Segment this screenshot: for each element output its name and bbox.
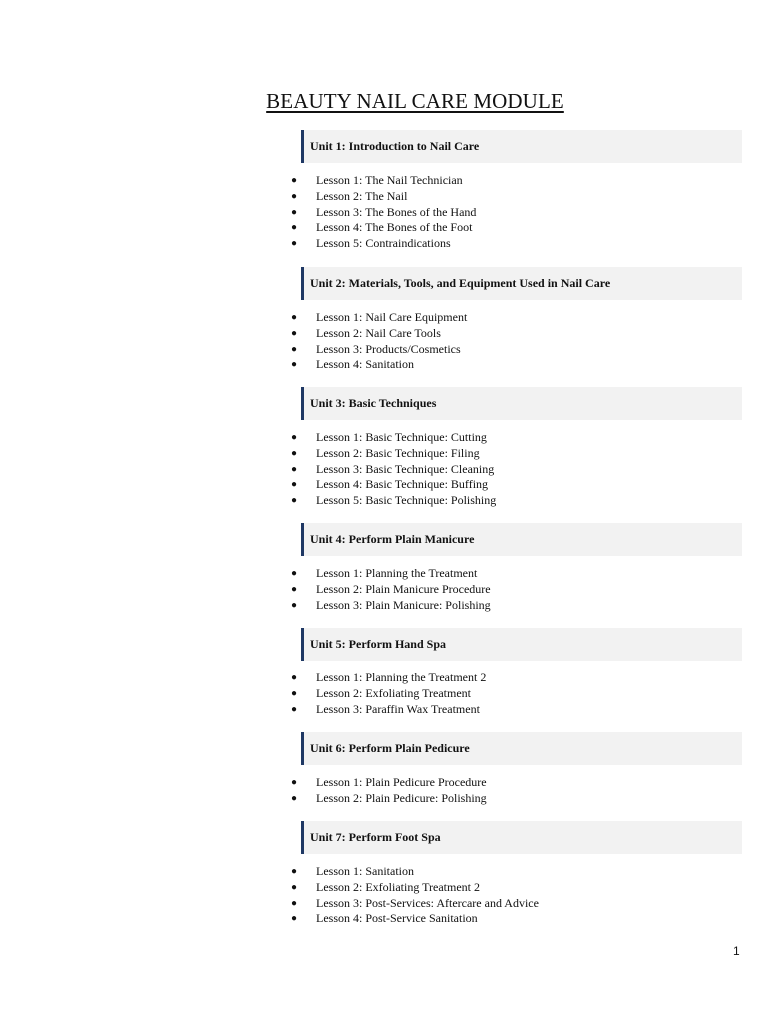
lesson-label: Lesson 2: The Nail: [316, 188, 408, 203]
list-item: [291, 357, 467, 373]
lesson-label: Lesson 1: Nail Care Equipment: [316, 310, 468, 324]
list-item: [291, 598, 491, 614]
bullet-icon: ●: [291, 222, 298, 234]
list-item: [291, 446, 496, 462]
list-item: [291, 220, 476, 236]
unit-title: Unit 4: Perform Plain Manicure: [310, 532, 475, 546]
list-item: [291, 430, 496, 446]
lesson-list-7: [291, 864, 539, 927]
bullet-icon: ●: [291, 897, 298, 909]
lesson-label: Lesson 1: Planning the Treatment 2: [316, 670, 487, 684]
list-item: [291, 670, 486, 686]
document-title: BEAUTY NAIL CARE MODULE: [266, 89, 564, 113]
list-item: [291, 775, 487, 791]
lesson-label: Lesson 4: The Bones of the Foot: [316, 220, 473, 235]
list-item: [291, 189, 476, 205]
list-item: [291, 342, 467, 358]
bullet-icon: ●: [291, 359, 298, 371]
list-item: [291, 911, 539, 927]
bullet-icon: ●: [291, 866, 298, 877]
bullet-icon: ●: [291, 881, 298, 893]
lesson-label: Lesson 3: Plain Manicure: Polishing: [316, 597, 491, 612]
unit-header-5: [301, 628, 742, 661]
bullet-icon: ●: [291, 792, 298, 804]
list-item: [291, 477, 496, 493]
lesson-list-1: [291, 173, 476, 252]
bullet-icon: ●: [291, 343, 298, 355]
bullet-icon: ●: [291, 495, 298, 506]
lesson-label: Lesson 4: Sanitation: [316, 357, 414, 372]
bullet-icon: ●: [291, 583, 298, 595]
unit-title: Unit 2: Materials, Tools, and Equipment Used in Nail Care: [310, 276, 611, 290]
bullet-icon: ●: [291, 479, 298, 491]
unit-header-4: [301, 523, 742, 556]
unit-title: Unit 6: Perform Plain Pedicure: [310, 741, 470, 755]
lesson-label: Lesson 3: Post-Services: Aftercare and Advice: [316, 895, 539, 910]
unit-header-2: [301, 267, 742, 300]
lesson-label: Lesson 1: The Nail Technician: [316, 173, 463, 187]
bullet-icon: ●: [291, 568, 298, 579]
unit-title: Unit 3: Basic Techniques: [310, 396, 437, 410]
bullet-icon: ●: [291, 447, 298, 459]
list-item: [291, 896, 539, 912]
bullet-icon: ●: [291, 327, 298, 339]
lesson-label: Lesson 1: Basic Technique: Cutting: [316, 430, 487, 444]
bullet-icon: ●: [291, 312, 298, 323]
lesson-label: Lesson 3: Products/Cosmetics: [316, 341, 461, 356]
lesson-label: Lesson 3: Basic Technique: Cleaning: [316, 461, 495, 476]
list-item: [291, 493, 496, 509]
lesson-label: Lesson 3: The Bones of the Hand: [316, 204, 477, 219]
lesson-label: Lesson 2: Nail Care Tools: [316, 325, 441, 340]
lesson-list-3: [291, 430, 496, 509]
unit-header-6: [301, 732, 742, 765]
lesson-label: Lesson 2: Exfoliating Treatment: [316, 685, 471, 700]
bullet-icon: ●: [291, 687, 298, 699]
lesson-list-6: [291, 775, 487, 807]
lesson-label: Lesson 2: Basic Technique: Filing: [316, 445, 480, 460]
lesson-label: Lesson 2: Exfoliating Treatment 2: [316, 879, 480, 894]
lesson-label: Lesson 2: Plain Pedicure: Polishing: [316, 790, 487, 805]
list-item: [291, 236, 476, 252]
lesson-label: Lesson 3: Paraffin Wax Treatment: [316, 701, 480, 716]
bullet-icon: ●: [291, 777, 298, 788]
unit-title: Unit 5: Perform Hand Spa: [310, 637, 446, 651]
bullet-icon: ●: [291, 599, 298, 611]
bullet-icon: ●: [291, 703, 298, 715]
lesson-label: Lesson 1: Planning the Treatment: [316, 566, 478, 580]
lesson-list-4: [291, 566, 491, 613]
bullet-icon: ●: [291, 175, 298, 186]
lesson-label: Lesson 1: Plain Pedicure Procedure: [316, 775, 487, 789]
lesson-label: Lesson 5: Contraindications: [316, 236, 451, 250]
bullet-icon: ●: [291, 432, 298, 443]
list-item: [291, 582, 491, 598]
bullet-icon: ●: [291, 238, 298, 249]
lesson-label: Lesson 2: Plain Manicure Procedure: [316, 581, 491, 596]
page-number: 1: [733, 944, 740, 958]
lesson-label: Lesson 4: Post-Service Sanitation: [316, 911, 478, 926]
list-item: [291, 326, 467, 342]
bullet-icon: ●: [291, 206, 298, 218]
unit-header-7: [301, 821, 742, 854]
list-item: [291, 462, 496, 478]
list-item: [291, 173, 476, 189]
unit-header-1: [301, 130, 742, 163]
lesson-label: Lesson 4: Basic Technique: Buffing: [316, 477, 489, 492]
bullet-icon: ●: [291, 463, 298, 475]
list-item: [291, 791, 487, 807]
list-item: [291, 702, 486, 718]
list-item: [291, 864, 539, 880]
unit-title: Unit 7: Perform Foot Spa: [310, 830, 441, 844]
lesson-list-5: [291, 670, 486, 717]
unit-title: Unit 1: Introduction to Nail Care: [310, 139, 480, 153]
bullet-icon: ●: [291, 672, 298, 683]
bullet-icon: ●: [291, 913, 298, 925]
lesson-label: Lesson 1: Sanitation: [316, 864, 414, 878]
lesson-list-2: [291, 310, 467, 373]
bullet-icon: ●: [291, 190, 298, 202]
list-item: [291, 880, 539, 896]
list-item: [291, 686, 486, 702]
unit-header-3: [301, 387, 742, 420]
list-item: [291, 566, 491, 582]
list-item: [291, 310, 467, 326]
list-item: [291, 205, 476, 221]
lesson-label: Lesson 5: Basic Technique: Polishing: [316, 493, 497, 507]
